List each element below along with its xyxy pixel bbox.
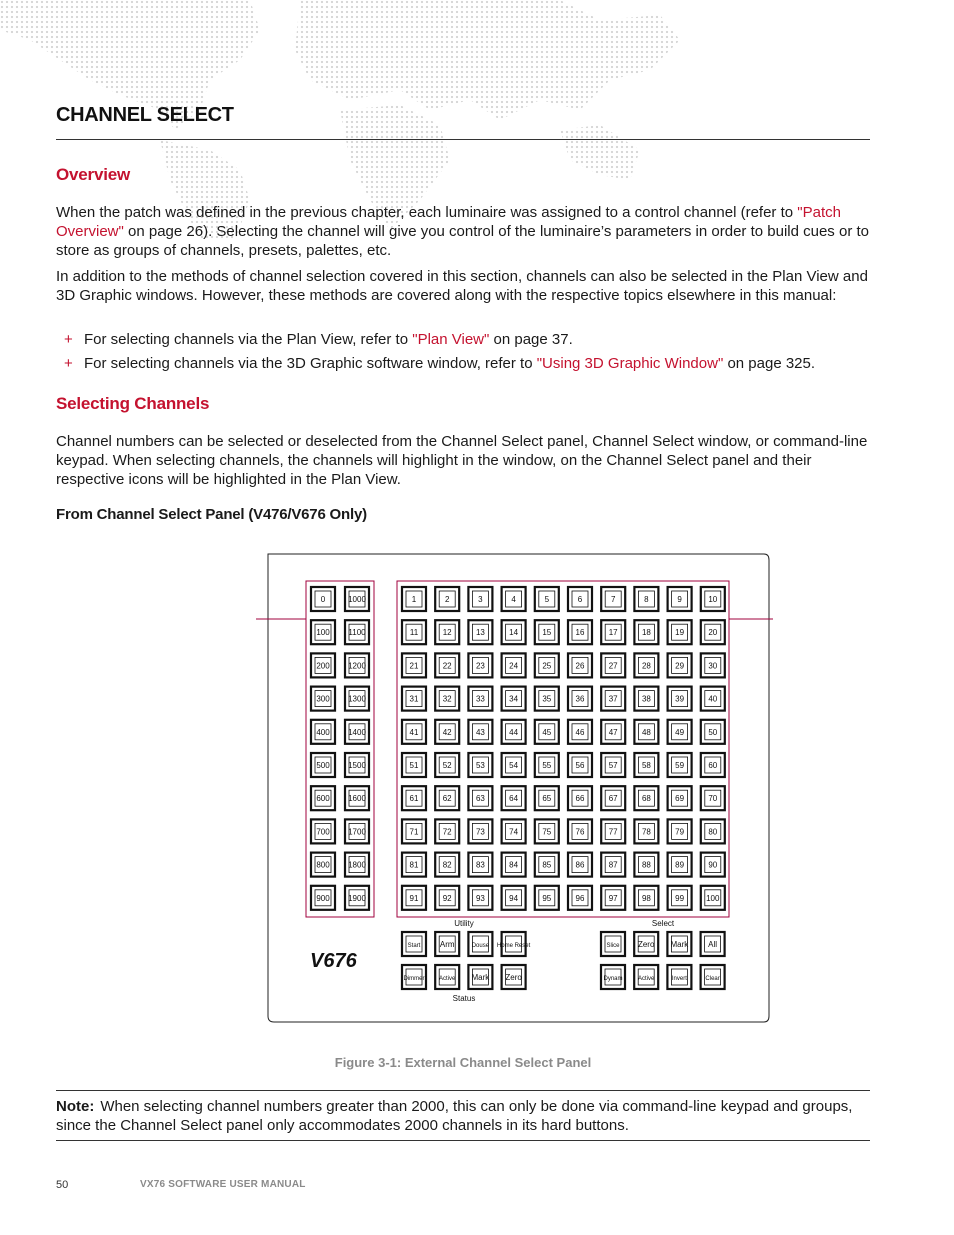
svg-text:76: 76	[575, 827, 585, 837]
svg-text:81: 81	[409, 860, 419, 870]
channel-button[interactable]	[402, 687, 426, 711]
svg-text:38: 38	[641, 694, 651, 704]
channel-button[interactable]	[601, 653, 625, 677]
channel-button[interactable]	[435, 687, 459, 711]
channel-button[interactable]	[402, 886, 426, 910]
channel-button[interactable]	[402, 786, 426, 810]
svg-text:33: 33	[475, 694, 485, 704]
channel-button[interactable]	[502, 753, 526, 777]
channel-button[interactable]	[535, 886, 559, 910]
select-button[interactable]	[601, 965, 625, 989]
svg-text:1200: 1200	[348, 661, 366, 671]
channel-hundreds-button[interactable]	[311, 653, 335, 677]
svg-text:Zero: Zero	[505, 973, 522, 982]
channel-button[interactable]	[435, 753, 459, 777]
channel-button[interactable]	[535, 587, 559, 611]
svg-text:1500: 1500	[348, 761, 366, 770]
svg-text:86: 86	[575, 860, 585, 870]
svg-text:89: 89	[675, 860, 685, 870]
channel-thousands-button[interactable]	[345, 819, 369, 843]
overview-heading: Overview	[56, 165, 131, 184]
svg-text:Clear: Clear	[705, 976, 720, 982]
channel-button[interactable]	[568, 753, 592, 777]
svg-text:84: 84	[509, 860, 519, 870]
svg-text:73: 73	[475, 827, 485, 837]
channel-button[interactable]	[435, 620, 459, 644]
channel-button[interactable]	[701, 853, 725, 877]
channel-button[interactable]	[568, 786, 592, 810]
svg-text:1000: 1000	[348, 595, 366, 604]
channel-button[interactable]	[634, 587, 658, 611]
svg-text:1800: 1800	[348, 860, 366, 870]
title-rule	[56, 139, 870, 140]
channel-button[interactable]	[502, 786, 526, 810]
svg-text:30: 30	[708, 661, 718, 671]
svg-text:17: 17	[608, 628, 618, 638]
channel-button[interactable]	[701, 653, 725, 677]
channel-hundreds-button[interactable]	[311, 853, 335, 877]
svg-text:5: 5	[544, 595, 550, 604]
svg-text:82: 82	[442, 860, 452, 870]
svg-text:15: 15	[542, 628, 552, 638]
svg-text:Zero: Zero	[637, 940, 655, 949]
overview-paragraph-1: When the patch was defined in the previous chapter, each luminaire was assigned to a control channel (refer to "Patch Overview" on page 26). Selecting the channel will give you control of the luminaire’s parameters in order to build cues or to store as groups of channels, presets, palettes, etc.	[56, 204, 869, 259]
svg-text:25: 25	[542, 661, 552, 671]
svg-text:14: 14	[509, 628, 519, 638]
svg-text:9: 9	[677, 595, 682, 604]
svg-text:22: 22	[442, 661, 452, 671]
svg-text:6: 6	[577, 595, 583, 604]
svg-text:75: 75	[542, 827, 552, 837]
footer-manual-title: VX76 SOFTWARE USER MANUAL	[140, 1179, 306, 1190]
status-button[interactable]	[435, 965, 459, 989]
channel-hundreds-button[interactable]	[311, 753, 335, 777]
channel-button[interactable]	[668, 653, 692, 677]
channel-thousands-button[interactable]	[345, 720, 369, 744]
channel-button[interactable]	[402, 819, 426, 843]
channel-button[interactable]	[435, 653, 459, 677]
svg-text:95: 95	[542, 893, 552, 903]
svg-text:64: 64	[509, 794, 519, 804]
select-button[interactable]	[701, 965, 725, 989]
channel-hundreds-button[interactable]	[311, 886, 335, 910]
channel-button[interactable]	[668, 786, 692, 810]
channel-button[interactable]	[568, 620, 592, 644]
channel-button[interactable]	[601, 720, 625, 744]
svg-text:40: 40	[708, 694, 718, 704]
svg-text:Slice: Slice	[606, 943, 620, 949]
channel-button[interactable]	[601, 620, 625, 644]
channel-button[interactable]	[502, 720, 526, 744]
svg-text:Active: Active	[439, 976, 456, 982]
select-button[interactable]	[634, 965, 658, 989]
svg-text:77: 77	[608, 827, 618, 837]
channel-button[interactable]	[634, 853, 658, 877]
note-top-rule	[56, 1090, 870, 1091]
channel-thousands-button[interactable]	[345, 620, 369, 644]
svg-text:100: 100	[706, 893, 720, 903]
channel-button[interactable]	[402, 653, 426, 677]
svg-text:52: 52	[442, 761, 452, 770]
page-number: 50	[56, 1179, 69, 1191]
figure-caption: Figure 3-1: External Channel Select Panel	[334, 1055, 592, 1070]
svg-text:37: 37	[608, 694, 618, 704]
svg-text:41: 41	[409, 727, 419, 737]
channel-button[interactable]	[402, 587, 426, 611]
svg-text:50: 50	[708, 727, 718, 737]
channel-button[interactable]	[435, 587, 459, 611]
status-button[interactable]	[468, 965, 492, 989]
svg-text:900: 900	[316, 893, 330, 903]
svg-text:16: 16	[575, 628, 585, 638]
svg-text:19: 19	[675, 628, 685, 638]
svg-text:51: 51	[409, 761, 419, 770]
svg-text:96: 96	[575, 893, 585, 903]
channel-button[interactable]	[535, 720, 559, 744]
svg-text:300: 300	[316, 694, 330, 704]
channel-button[interactable]	[568, 587, 592, 611]
svg-text:28: 28	[641, 661, 651, 671]
svg-text:36: 36	[575, 694, 585, 704]
svg-text:Mark: Mark	[670, 940, 689, 949]
svg-text:600: 600	[316, 794, 330, 804]
svg-text:27: 27	[608, 661, 618, 671]
channel-button[interactable]	[468, 786, 492, 810]
status-button[interactable]	[502, 965, 526, 989]
svg-text:39: 39	[675, 694, 685, 704]
note-block	[56, 1097, 870, 1135]
svg-text:72: 72	[442, 827, 452, 837]
svg-text:24: 24	[509, 661, 519, 671]
selecting-paragraph: Channel numbers can be selected or deselected from the Channel Select panel, Channel Select window, or command-line keypad. When selecting channels, the channels will highlight in the window, on the Channel Select panel and their respective icons will be highlighted in the Plan View.	[56, 433, 868, 488]
svg-text:10: 10	[708, 595, 718, 604]
channel-button[interactable]	[535, 653, 559, 677]
channel-button[interactable]	[634, 687, 658, 711]
channel-button[interactable]	[435, 853, 459, 877]
svg-text:200: 200	[316, 661, 330, 671]
svg-text:44: 44	[509, 727, 519, 737]
channel-thousands-button[interactable]	[345, 886, 369, 910]
svg-text:35: 35	[542, 694, 552, 704]
channel-button[interactable]	[634, 886, 658, 910]
svg-text:99: 99	[675, 893, 685, 903]
svg-text:92: 92	[442, 893, 452, 903]
svg-text:45: 45	[542, 727, 552, 737]
channel-button[interactable]	[701, 886, 725, 910]
channel-hundreds-button[interactable]	[311, 620, 335, 644]
channel-hundreds-button[interactable]	[311, 819, 335, 843]
channel-button[interactable]	[701, 587, 725, 611]
select-button[interactable]	[634, 932, 658, 956]
channel-button[interactable]	[502, 687, 526, 711]
svg-text:11: 11	[409, 628, 419, 638]
svg-text:65: 65	[542, 794, 552, 804]
channel-button[interactable]	[701, 687, 725, 711]
channel-button[interactable]	[568, 653, 592, 677]
channel-thousands-button[interactable]	[345, 753, 369, 777]
note-text: When selecting channel numbers greater than 2000, this can only be done via command-line keypad and groups, since the Channel Select panel only accommodates 2000 channels in its hard buttons.	[56, 1098, 853, 1134]
channel-button[interactable]	[502, 620, 526, 644]
svg-text:1900: 1900	[348, 893, 366, 903]
svg-text:Home Reset: Home Reset	[496, 943, 531, 949]
channel-button[interactable]	[568, 687, 592, 711]
svg-text:32: 32	[442, 694, 452, 704]
svg-text:Start: Start	[407, 943, 421, 949]
svg-text:1400: 1400	[348, 727, 366, 737]
svg-text:62: 62	[442, 794, 452, 804]
channel-button[interactable]	[502, 886, 526, 910]
channel-button[interactable]	[634, 819, 658, 843]
svg-text:85: 85	[542, 860, 552, 870]
svg-text:Active: Active	[638, 976, 655, 982]
3d-graphic-window-link[interactable]: "Using 3D Graphic Window"	[536, 355, 724, 372]
svg-text:12: 12	[442, 628, 452, 638]
channel-button[interactable]	[601, 853, 625, 877]
channel-select-panel-figure	[256, 548, 776, 1028]
channel-hundreds-button[interactable]	[311, 786, 335, 810]
svg-text:7: 7	[610, 595, 616, 604]
channel-button[interactable]	[402, 620, 426, 644]
svg-text:49: 49	[675, 727, 685, 737]
svg-text:59: 59	[675, 761, 685, 770]
svg-text:87: 87	[608, 860, 618, 870]
svg-text:56: 56	[575, 761, 585, 770]
svg-text:68: 68	[641, 794, 651, 804]
channel-button[interactable]	[668, 753, 692, 777]
model-label: V676	[310, 950, 357, 972]
channel-button[interactable]	[701, 753, 725, 777]
channel-button[interactable]	[601, 886, 625, 910]
svg-text:97: 97	[608, 893, 618, 903]
channel-thousands-button[interactable]	[345, 587, 369, 611]
svg-text:20: 20	[708, 628, 718, 638]
channel-button[interactable]	[502, 853, 526, 877]
channel-button[interactable]	[535, 819, 559, 843]
svg-text:29: 29	[675, 661, 685, 671]
plan-view-link[interactable]: "Plan View"	[412, 331, 490, 348]
channel-button[interactable]	[601, 753, 625, 777]
select-button[interactable]	[601, 932, 625, 956]
note-bottom-rule	[56, 1140, 870, 1141]
svg-text:67: 67	[608, 794, 618, 804]
panel-subheading: From Channel Select Panel (V476/V676 Only)	[56, 506, 367, 523]
select-button[interactable]	[667, 965, 691, 989]
svg-text:42: 42	[442, 727, 452, 737]
svg-text:63: 63	[475, 794, 485, 804]
svg-text:18: 18	[641, 628, 651, 638]
svg-text:2: 2	[444, 595, 450, 604]
channel-button[interactable]	[502, 587, 526, 611]
bullet-item: + For selecting channels via the Plan View, refer to "Plan View" on page 37.	[64, 331, 573, 348]
svg-text:61: 61	[409, 794, 419, 804]
svg-text:43: 43	[475, 727, 485, 737]
select-label: Select	[651, 919, 675, 928]
channel-button[interactable]	[668, 886, 692, 910]
svg-text:71: 71	[409, 827, 419, 837]
svg-text:94: 94	[509, 893, 519, 903]
overview-paragraph-2: In addition to the methods of channel selection covered in this section, channels can also be selected in the Plan View and 3D Graphic windows. However, these methods are covered along with the respective topics elsewhere in this manual:	[56, 268, 868, 304]
channel-button[interactable]	[402, 853, 426, 877]
svg-text:83: 83	[475, 860, 485, 870]
channel-button[interactable]	[568, 886, 592, 910]
channel-button[interactable]	[568, 853, 592, 877]
utility-button[interactable]	[497, 932, 531, 956]
svg-text:26: 26	[575, 661, 585, 671]
channel-button[interactable]	[568, 720, 592, 744]
svg-text:All: All	[708, 940, 718, 949]
svg-text:Douse: Douse	[471, 943, 490, 949]
channel-button[interactable]	[634, 620, 658, 644]
svg-text:1100: 1100	[348, 628, 366, 638]
utility-label: Utility	[454, 919, 474, 928]
channel-button[interactable]	[468, 653, 492, 677]
svg-text:58: 58	[641, 761, 651, 770]
channel-button[interactable]	[435, 886, 459, 910]
svg-text:700: 700	[316, 827, 330, 837]
channel-button[interactable]	[535, 620, 559, 644]
channel-button[interactable]	[701, 720, 725, 744]
svg-text:1: 1	[411, 595, 417, 604]
svg-text:88: 88	[641, 860, 651, 870]
channel-button[interactable]	[535, 753, 559, 777]
svg-text:23: 23	[475, 661, 485, 671]
svg-text:80: 80	[708, 827, 718, 837]
channel-button[interactable]	[535, 786, 559, 810]
svg-text:57: 57	[608, 761, 618, 770]
status-label: Status	[452, 994, 476, 1003]
svg-text:31: 31	[409, 694, 419, 704]
channel-button[interactable]	[402, 720, 426, 744]
svg-text:55: 55	[542, 761, 552, 770]
selecting-channels-heading: Selecting Channels	[56, 394, 210, 413]
channel-hundreds-button[interactable]	[311, 687, 335, 711]
svg-text:34: 34	[509, 694, 519, 704]
channel-button[interactable]	[468, 620, 492, 644]
channel-button[interactable]	[701, 620, 725, 644]
channel-button[interactable]	[468, 587, 492, 611]
svg-text:21: 21	[409, 661, 419, 671]
channel-hundreds-button[interactable]	[311, 720, 335, 744]
select-button[interactable]	[701, 932, 725, 956]
svg-text:66: 66	[575, 794, 585, 804]
note-label: Note:	[56, 1098, 95, 1115]
channel-button[interactable]	[668, 720, 692, 744]
svg-text:69: 69	[675, 794, 685, 804]
channel-thousands-button[interactable]	[345, 853, 369, 877]
svg-text:Dimmer: Dimmer	[403, 976, 425, 982]
channel-button[interactable]	[634, 720, 658, 744]
svg-text:3: 3	[478, 595, 483, 604]
channel-thousands-button[interactable]	[345, 653, 369, 677]
svg-text:800: 800	[316, 860, 330, 870]
channel-button[interactable]	[468, 753, 492, 777]
page-title: CHANNEL SELECT	[56, 104, 234, 126]
svg-text:13: 13	[475, 628, 485, 638]
channel-thousands-button[interactable]	[345, 687, 369, 711]
channel-button[interactable]	[601, 687, 625, 711]
svg-text:1600: 1600	[348, 794, 366, 804]
svg-text:Invert: Invert	[671, 976, 687, 982]
channel-button[interactable]	[568, 819, 592, 843]
utility-button[interactable]	[402, 932, 426, 956]
channel-button[interactable]	[535, 687, 559, 711]
select-button[interactable]	[667, 932, 691, 956]
svg-text:60: 60	[708, 761, 718, 770]
channel-button[interactable]	[601, 587, 625, 611]
svg-text:74: 74	[509, 827, 519, 837]
svg-text:Arm: Arm	[439, 940, 455, 949]
svg-text:1700: 1700	[348, 827, 366, 837]
bullet-item: + For selecting channels via the 3D Graphic software window, refer to "Using 3D Graphic Window" on page 325.	[64, 355, 816, 372]
svg-text:4: 4	[511, 595, 516, 604]
channel-button[interactable]	[468, 687, 492, 711]
svg-text:78: 78	[641, 827, 651, 837]
channel-button[interactable]	[502, 819, 526, 843]
svg-text:100: 100	[316, 628, 330, 638]
channel-button[interactable]	[634, 653, 658, 677]
channel-button[interactable]	[435, 720, 459, 744]
channel-button[interactable]	[601, 819, 625, 843]
channel-button[interactable]	[701, 786, 725, 810]
channel-button[interactable]	[468, 819, 492, 843]
channel-button[interactable]	[701, 819, 725, 843]
svg-text:46: 46	[575, 727, 585, 737]
svg-text:93: 93	[475, 893, 485, 903]
svg-text:91: 91	[409, 893, 419, 903]
svg-text:8: 8	[644, 595, 649, 604]
svg-text:54: 54	[509, 761, 519, 770]
channel-button[interactable]	[402, 753, 426, 777]
channel-button[interactable]	[668, 587, 692, 611]
channel-button[interactable]	[468, 853, 492, 877]
channel-button[interactable]	[634, 753, 658, 777]
status-button[interactable]	[402, 965, 426, 989]
utility-button[interactable]	[435, 932, 459, 956]
channel-hundreds-button[interactable]	[311, 587, 335, 611]
channel-button[interactable]	[468, 886, 492, 910]
utility-button[interactable]	[468, 932, 492, 956]
svg-text:1300: 1300	[348, 694, 366, 704]
channel-button[interactable]	[535, 853, 559, 877]
svg-text:Dynam: Dynam	[603, 976, 623, 982]
channel-button[interactable]	[468, 720, 492, 744]
channel-button[interactable]	[668, 819, 692, 843]
svg-text:400: 400	[316, 727, 330, 737]
channel-button[interactable]	[668, 687, 692, 711]
svg-text:90: 90	[708, 860, 718, 870]
svg-text:500: 500	[316, 761, 330, 770]
channel-button[interactable]	[668, 620, 692, 644]
svg-text:79: 79	[675, 827, 685, 837]
patch-overview-link[interactable]: "Patch Overview"	[56, 204, 841, 240]
svg-text:98: 98	[641, 893, 651, 903]
channel-thousands-button[interactable]	[345, 786, 369, 810]
channel-button[interactable]	[668, 853, 692, 877]
channel-button[interactable]	[601, 786, 625, 810]
svg-text:0: 0	[320, 595, 326, 604]
svg-text:47: 47	[608, 727, 618, 737]
channel-button[interactable]	[435, 786, 459, 810]
svg-text:70: 70	[708, 794, 718, 804]
channel-button[interactable]	[502, 653, 526, 677]
svg-text:Mark: Mark	[471, 973, 490, 982]
channel-button[interactable]	[634, 786, 658, 810]
channel-button[interactable]	[435, 819, 459, 843]
svg-text:53: 53	[475, 761, 485, 770]
svg-text:48: 48	[641, 727, 651, 737]
